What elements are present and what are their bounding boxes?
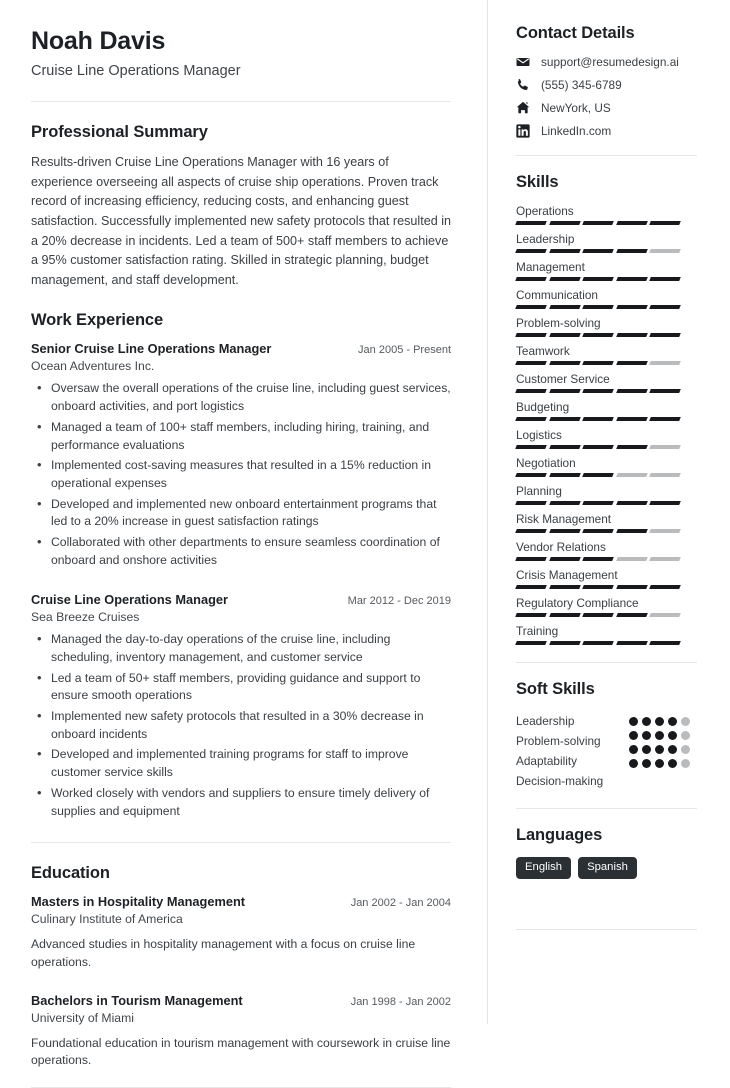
- skill-segment: [549, 277, 580, 281]
- soft-skill-dot: [681, 745, 690, 754]
- skill-segment: [649, 585, 680, 589]
- soft-skill-dot: [655, 745, 664, 754]
- experience-bullet: • Implemented cost-saving measures that resulted in a 15% reduction in operational expenses: [50, 457, 451, 492]
- skill-item: [516, 344, 697, 365]
- skill-segment: [582, 277, 613, 281]
- skill-item: [516, 204, 697, 225]
- contact-list: [516, 55, 697, 138]
- section-title-summary: Professional Summary: [31, 123, 208, 141]
- skill-segment: [582, 221, 613, 225]
- skill-item: [516, 484, 697, 505]
- soft-skill-dot: [681, 759, 690, 768]
- skill-label: Vendor Relations: [516, 540, 606, 554]
- education-institution: Culinary Institute of America: [31, 912, 183, 927]
- skill-level-bar: [516, 641, 697, 645]
- skill-segment: [649, 305, 680, 309]
- skill-segment: [549, 361, 580, 365]
- skill-segment: [582, 417, 613, 421]
- contact-row[interactable]: [516, 101, 697, 115]
- skill-segment: [515, 445, 546, 449]
- skill-segment: [616, 417, 647, 421]
- skill-segment: [649, 417, 680, 421]
- skill-segment: [549, 305, 580, 309]
- skill-segment: [515, 473, 546, 477]
- education-date: Jan 1998 - Jan 2002: [350, 995, 451, 1008]
- soft-skill-dot: [642, 759, 651, 768]
- skill-segment: [616, 249, 647, 253]
- skill-segment: [582, 585, 613, 589]
- skill-item: [516, 512, 697, 533]
- experience-header: [31, 592, 451, 607]
- skill-segment: [616, 333, 647, 337]
- skill-level-bar: [516, 389, 697, 393]
- education-title: Bachelors in Tourism Management: [31, 992, 243, 1008]
- skill-segment: [549, 613, 580, 617]
- skill-segment: [616, 585, 647, 589]
- skill-level-bar: [516, 557, 697, 561]
- skill-segment: [616, 557, 647, 561]
- section-title-skills: Skills: [516, 173, 559, 191]
- experience-header: [31, 341, 451, 356]
- experience-entry: [31, 592, 451, 820]
- contact-row[interactable]: [516, 55, 697, 69]
- skill-item: [516, 372, 697, 393]
- skill-item: [516, 596, 697, 617]
- experience-bullet: • Worked closely with vendors and suppliers to ensure timely delivery of supplies and equipment: [50, 785, 451, 820]
- skill-segment: [515, 389, 546, 393]
- skill-segment: [616, 389, 647, 393]
- skill-label: Training: [516, 624, 559, 638]
- skill-label: Regulatory Compliance: [516, 596, 639, 610]
- skill-segment: [649, 445, 680, 449]
- skill-segment: [582, 557, 613, 561]
- skill-segment: [582, 641, 613, 645]
- education-description: Advanced studies in hospitality management with a focus on cruise line operations.: [31, 937, 416, 969]
- soft-skill-dot: [668, 759, 677, 768]
- skill-item: [516, 568, 697, 589]
- skill-segment: [549, 249, 580, 253]
- skill-level-bar: [516, 221, 697, 225]
- skill-segment: [582, 305, 613, 309]
- skill-segment: [515, 305, 546, 309]
- skill-segment: [616, 361, 647, 365]
- skill-segment: [649, 333, 680, 337]
- skill-segment: [582, 389, 613, 393]
- experience-bullet: • Led a team of 50+ staff members, providing guidance and support to ensure smooth operations: [50, 670, 451, 705]
- skill-segment: [616, 473, 647, 477]
- skill-segment: [549, 473, 580, 477]
- skill-segment: [515, 613, 546, 617]
- skill-level-bar: [516, 249, 697, 253]
- linkedin-icon: [516, 124, 530, 138]
- sidebar-divider-4: [516, 929, 697, 930]
- skill-segment: [649, 613, 680, 617]
- language-pill-list: [516, 857, 697, 879]
- skill-segment: [515, 501, 546, 505]
- skill-item: [516, 540, 697, 561]
- skill-segment: [515, 641, 546, 645]
- skill-level-bar: [516, 445, 697, 449]
- home-icon: [516, 101, 530, 115]
- skill-label: Negotiation: [516, 456, 576, 470]
- soft-skill-dot: [655, 717, 664, 726]
- skill-level-bar: [516, 333, 697, 337]
- skill-segment: [616, 501, 647, 505]
- skill-segment: [616, 613, 647, 617]
- skill-label: Risk Management: [516, 512, 612, 526]
- experience-bullet-list: [31, 380, 451, 569]
- skill-segment: [649, 641, 680, 645]
- skill-segment: [549, 585, 580, 589]
- soft-skill-dot: [668, 717, 677, 726]
- skill-segment: [549, 417, 580, 421]
- skill-item: [516, 232, 697, 253]
- soft-skill-dots: [629, 711, 697, 791]
- skill-segment: [582, 361, 613, 365]
- experience-list: [31, 341, 451, 820]
- skill-segment: [582, 333, 613, 337]
- skills-list: [516, 204, 697, 645]
- soft-skill-dot: [629, 745, 638, 754]
- skill-segment: [616, 445, 647, 449]
- skill-segment: [616, 221, 647, 225]
- education-header: [31, 993, 451, 1008]
- experience-organization: Sea Breeze Cruises: [31, 610, 140, 625]
- sidebar-divider-3: [516, 808, 697, 809]
- skill-segment: [582, 501, 613, 505]
- experience-title: Senior Cruise Line Operations Manager: [31, 341, 272, 357]
- soft-skill-label: Adaptability: [516, 754, 577, 768]
- skill-segment: [649, 557, 680, 561]
- contact-value: (555) 345-6789: [541, 78, 622, 92]
- skill-segment: [515, 361, 546, 365]
- experience-date: Mar 2012 - Dec 2019: [347, 595, 451, 608]
- skill-label: Teamwork: [516, 344, 570, 358]
- phone-icon: [516, 78, 530, 92]
- skill-segment: [582, 249, 613, 253]
- experience-bullet: • Developed and implemented training programs for staff to improve customer service skills: [50, 746, 451, 781]
- summary-text: Results-driven Cruise Line Operations Manager with 16 years of experience overseeing all aspects of cruise ship operations. Proven track record of increasing efficiency, reducing costs, and enhancing guest satisfaction. Successfully implemented new safety protocols that resulted in a 20% decrease in incidents. Led a team of 500+ staff members to achieve a 95% customer satisfaction rating. Skilled in strategic planning, budget management, and staff development.: [31, 155, 451, 287]
- skill-segment: [515, 221, 546, 225]
- contact-value: NewYork, US: [541, 101, 611, 115]
- skill-segment: [649, 249, 680, 253]
- skill-segment: [515, 277, 546, 281]
- skill-item: [516, 456, 697, 477]
- language-pill[interactable]: Spanish: [578, 857, 637, 879]
- column-divider: [487, 0, 488, 1024]
- skill-segment: [549, 557, 580, 561]
- skill-segment: [649, 221, 680, 225]
- header-divider: [31, 101, 451, 102]
- skill-level-bar: [516, 305, 697, 309]
- soft-skill-label: Problem-solving: [516, 734, 601, 748]
- skill-segment: [616, 305, 647, 309]
- skill-segment: [515, 557, 546, 561]
- section-title-soft-skills: Soft Skills: [516, 680, 595, 698]
- soft-skills-grid: [516, 711, 697, 791]
- soft-skill-dot: [681, 731, 690, 740]
- skill-segment: [649, 277, 680, 281]
- experience-bullet: • Managed a team of 100+ staff members, including hiring, training, and performance evaluations: [50, 419, 451, 454]
- skill-label: Logistics: [516, 428, 562, 442]
- skill-level-bar: [516, 529, 697, 533]
- skill-label: Crisis Management: [516, 568, 618, 582]
- soft-skill-dot: [642, 731, 651, 740]
- experience-spacer: [31, 572, 451, 586]
- education-description: Foundational education in tourism management with coursework in cruise line operations.: [31, 1035, 451, 1068]
- soft-skill-label: Leadership: [516, 714, 575, 728]
- skill-item: [516, 428, 697, 449]
- envelope-icon: [516, 55, 530, 69]
- job-role-subtitle: Cruise Line Operations Manager: [31, 63, 241, 79]
- education-entry: [31, 993, 451, 1070]
- skill-segment: [582, 529, 613, 533]
- experience-title: Cruise Line Operations Manager: [31, 592, 228, 608]
- experience-bullet: • Developed and implemented new onboard entertainment programs that led to a 20% increase in guest satisfaction ratings: [50, 496, 451, 531]
- experience-bullet-list: [31, 631, 451, 820]
- skill-level-bar: [516, 585, 697, 589]
- skill-segment: [649, 501, 680, 505]
- section-title-languages: Languages: [516, 826, 603, 844]
- education-date: Jan 2002 - Jan 2004: [350, 897, 451, 910]
- soft-skill-dot: [629, 717, 638, 726]
- skill-segment: [549, 641, 580, 645]
- education-institution: University of Miami: [31, 1010, 134, 1025]
- soft-skill-dot: [681, 717, 690, 726]
- skill-label: Operations: [516, 204, 574, 218]
- skill-label: Management: [516, 260, 585, 274]
- skill-segment: [515, 333, 546, 337]
- skill-segment: [549, 333, 580, 337]
- section-title-education: Education: [31, 864, 110, 883]
- soft-skill-label: Decision-making: [516, 774, 604, 788]
- education-list: [31, 894, 451, 1070]
- skill-segment: [616, 641, 647, 645]
- skill-segment: [582, 473, 613, 477]
- skill-segment: [515, 249, 546, 253]
- experience-bullet: • Collaborated with other departments to ensure seamless coordination of onboard and onshore activities: [50, 534, 451, 569]
- skill-segment: [515, 585, 546, 589]
- skill-segment: [649, 473, 680, 477]
- skill-item: [516, 288, 697, 309]
- skill-segment: [582, 613, 613, 617]
- skill-label: Communication: [516, 288, 598, 302]
- experience-bullet: • Oversaw the overall operations of the cruise line, including guest services, onboard activities, and port logistics: [50, 380, 451, 415]
- skill-label: Budgeting: [516, 400, 570, 414]
- contact-value: support@resumedesign.ai: [541, 55, 679, 69]
- experience-entry: [31, 341, 451, 569]
- education-title: Masters in Hospitality Management: [31, 894, 246, 910]
- education-divider: [31, 842, 451, 843]
- section-title-contact: Contact Details: [516, 24, 635, 42]
- skill-segment: [515, 529, 546, 533]
- sidebar-divider-2: [516, 662, 697, 663]
- soft-skill-dot: [629, 731, 638, 740]
- skill-segment: [616, 529, 647, 533]
- experience-organization: Ocean Adventures Inc.: [31, 359, 155, 374]
- contact-row[interactable]: [516, 78, 697, 92]
- contact-row[interactable]: [516, 124, 697, 138]
- skill-segment: [549, 445, 580, 449]
- experience-bullet: • Implemented new safety protocols that resulted in a 30% decrease in onboard incidents: [50, 708, 451, 743]
- skill-segment: [515, 417, 546, 421]
- skill-segment: [649, 361, 680, 365]
- soft-skill-dot: [642, 717, 651, 726]
- skill-segment: [649, 389, 680, 393]
- soft-skill-dot: [629, 759, 638, 768]
- skill-item: [516, 624, 697, 645]
- skill-segment: [649, 529, 680, 533]
- skill-label: Planning: [516, 484, 562, 498]
- education-entry: [31, 894, 451, 971]
- skill-label: Customer Service: [516, 372, 610, 386]
- skill-label: Leadership: [516, 232, 575, 246]
- skill-level-bar: [516, 473, 697, 477]
- skill-segment: [549, 221, 580, 225]
- soft-skill-dot: [642, 745, 651, 754]
- contact-value: LinkedIn.com: [541, 124, 612, 138]
- skill-segment: [582, 445, 613, 449]
- language-pill[interactable]: English: [516, 857, 571, 879]
- skill-level-bar: [516, 277, 697, 281]
- soft-skill-dot: [655, 731, 664, 740]
- skill-level-bar: [516, 501, 697, 505]
- education-header: [31, 894, 451, 909]
- sidebar-divider-1: [516, 155, 697, 156]
- skill-item: [516, 316, 697, 337]
- soft-skill-dot: [668, 745, 677, 754]
- experience-bullet: • Managed the day-to-day operations of the cruise line, including scheduling, inventory management, and customer service: [50, 631, 451, 666]
- soft-skill-labels: [516, 711, 629, 791]
- skill-item: [516, 260, 697, 281]
- section-title-experience: Work Experience: [31, 311, 164, 330]
- skill-item: [516, 400, 697, 421]
- skill-label: Problem-solving: [516, 316, 601, 330]
- skill-level-bar: [516, 361, 697, 365]
- soft-skill-dot: [655, 759, 664, 768]
- sidebar-column: [487, 0, 730, 1024]
- skill-level-bar: [516, 613, 697, 617]
- soft-skill-dot: [668, 731, 677, 740]
- skill-level-bar: [516, 417, 697, 421]
- skill-segment: [549, 501, 580, 505]
- skill-segment: [549, 389, 580, 393]
- education-spacer: [31, 972, 451, 989]
- experience-date: Jan 2005 - Present: [358, 344, 451, 357]
- skill-segment: [549, 529, 580, 533]
- skill-segment: [616, 277, 647, 281]
- page-title: Noah Davis: [31, 27, 166, 55]
